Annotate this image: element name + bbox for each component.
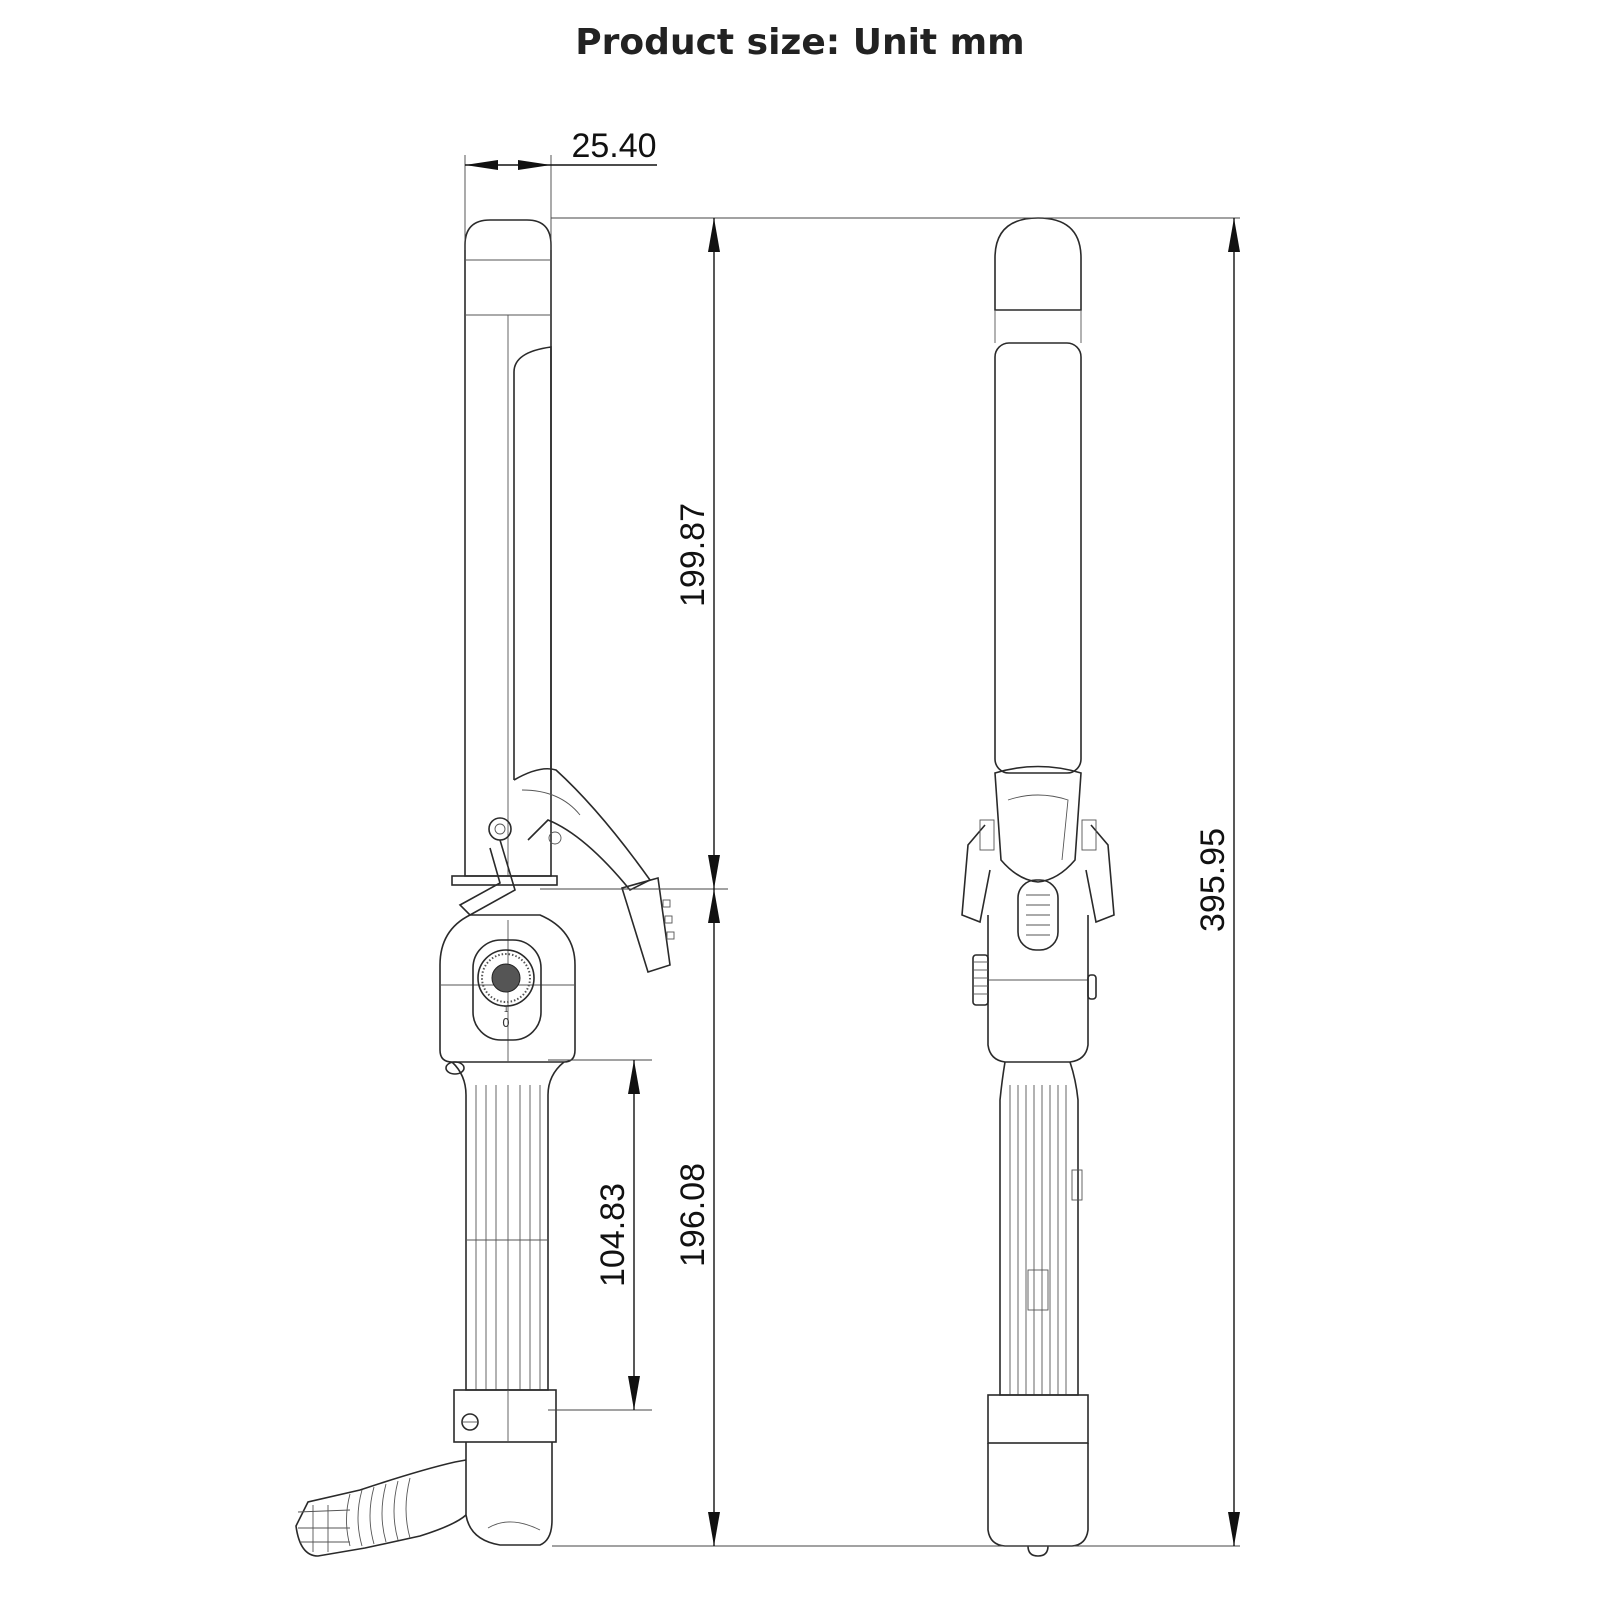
vent-hole xyxy=(446,1062,464,1074)
dim-barrel-diameter xyxy=(465,127,657,250)
front-stand-pivot-r xyxy=(1082,820,1096,850)
front-head xyxy=(988,915,1088,1062)
front-stand-arm-right xyxy=(1086,825,1114,922)
dim-handle-length xyxy=(674,889,720,1546)
front-swivel-cord xyxy=(1028,1546,1048,1556)
pivot-screw-inner xyxy=(495,824,505,834)
cord-ridges xyxy=(298,1478,410,1552)
dim-grip-length xyxy=(594,1060,640,1410)
dim-label-barrel-diameter: 25.40 xyxy=(571,127,657,165)
front-barrel-tip xyxy=(995,218,1081,310)
front-dial-knurl xyxy=(973,962,988,994)
dim-label-barrel-length: 199.87 xyxy=(674,503,712,607)
front-grip-notch xyxy=(1072,1170,1082,1200)
base-cap-detail xyxy=(488,1522,540,1530)
dim-label-handle-length: 196.08 xyxy=(674,1163,712,1267)
front-side-button xyxy=(1088,975,1096,999)
dim-label-grip-length: 104.83 xyxy=(594,1183,632,1287)
dim-total-length xyxy=(1194,218,1240,1546)
front-stand-pivot-l xyxy=(980,820,994,850)
front-trigger-ridges xyxy=(1026,895,1050,935)
stand-hook xyxy=(460,840,515,915)
thumb-rest-ridge-3 xyxy=(667,932,674,939)
grip-ridges xyxy=(466,1085,548,1390)
side-view xyxy=(296,220,674,1556)
thumb-rest-ridge-2 xyxy=(665,916,672,923)
dial-center xyxy=(492,964,520,992)
front-base xyxy=(988,1443,1088,1546)
front-grip-ridges xyxy=(1010,1085,1066,1395)
page-title: Product size: Unit mm xyxy=(575,22,1025,63)
dial-mark-low: 0 xyxy=(502,1016,510,1030)
thumb-rest-ridge-1 xyxy=(663,900,670,907)
dial-mark-high: 1 xyxy=(503,1005,509,1014)
front-stand-arm-left xyxy=(962,825,990,922)
dim-barrel-length xyxy=(674,218,720,889)
clamp-plate xyxy=(514,347,551,780)
front-grip-label xyxy=(1028,1270,1048,1310)
lever-thumb-rest xyxy=(622,878,670,972)
front-bottom-collar xyxy=(988,1395,1088,1443)
bottom-collar xyxy=(454,1390,556,1442)
dim-label-total-length: 395.95 xyxy=(1194,828,1232,932)
front-view xyxy=(962,218,1114,1556)
front-clamp xyxy=(995,767,1081,883)
front-dial-edge xyxy=(973,955,988,1005)
barrel-collar xyxy=(452,876,557,885)
front-barrel xyxy=(995,343,1081,773)
clamp-lever xyxy=(514,769,650,890)
front-clamp-detail xyxy=(1008,795,1068,860)
